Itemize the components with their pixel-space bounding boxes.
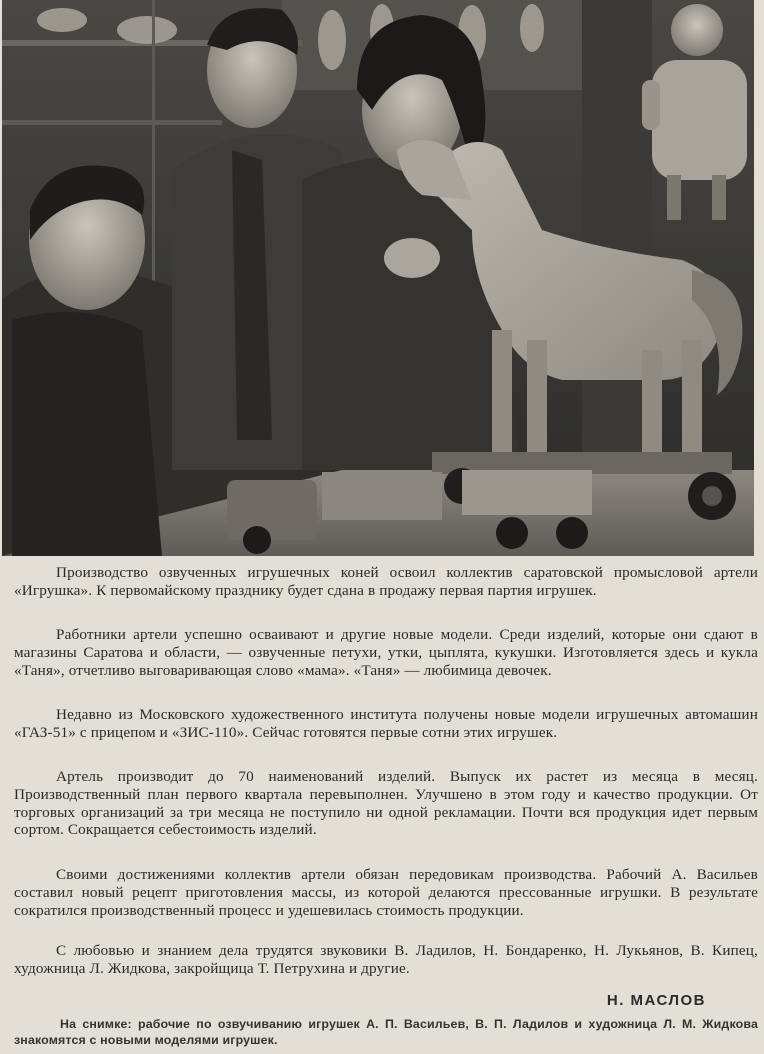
article-paragraph-2: Работники артели успешно осваивают и другие новые модели. Среди изделий, которые они сдают в магазины Саратова и области, — озвученные петухи, утки, цыплята, кукушки. Изготовляется здесь и кукла «Таня», отчетливо выговаривающая слово «мама». «Таня» — любимица девочек. <box>14 626 758 679</box>
article-paragraph-4: Артель производит до 70 наименований изделий. Выпуск их растет из месяца в месяц. Производственный план первого квартала перевыполнен. Улучшено в этом году и качество продукции. От торговых организаций за три месяца не поступило ни одной рекламации. Почти вся продукция идет первым сортом. Сокращается себестоимость изделий. <box>14 768 758 839</box>
author-signature: Н. МАСЛОВ <box>606 992 706 1009</box>
article-paragraph-5: Своими достижениями коллектив артели обязан передовикам производства. Рабочий А. Васильев составил новый рецепт приготовления массы, из которой делаются прессованные игрушки. В результате сократился производственный процесс и удешевилась стоимость продукции. <box>14 866 758 919</box>
article-body <box>0 558 764 1054</box>
article-photo <box>2 0 754 556</box>
article-paragraph-3: Недавно из Московского художественного института получены новые модели игрушечных автомашин «ГАЗ-51» с прицепом и «ЗИС-110». Сейчас готовятся первые сотни этих игрушек. <box>14 706 758 741</box>
article-paragraph-6: С любовью и знанием дела трудятся звуковики В. Ладилов, Н. Бондаренко, Н. Лукьянов, В. Кипец, художница Л. Жидкова, закройщица Т. Петрухина и другие. <box>14 942 758 977</box>
photo-caption: На снимке: рабочие по озвучиванию игрушек А. П. Васильев, В. П. Ладилов и художница Л. М. Жидкова знакомятся с новыми моделями игрушек. <box>14 1017 758 1047</box>
photo-illustration <box>2 0 754 556</box>
article-paragraph-1: Производство озвученных игрушечных коней освоил коллектив саратовской промысловой артели «Игрушка». К первомайскому празднику будет сдана в продажу первая партия игрушек. <box>14 564 758 599</box>
